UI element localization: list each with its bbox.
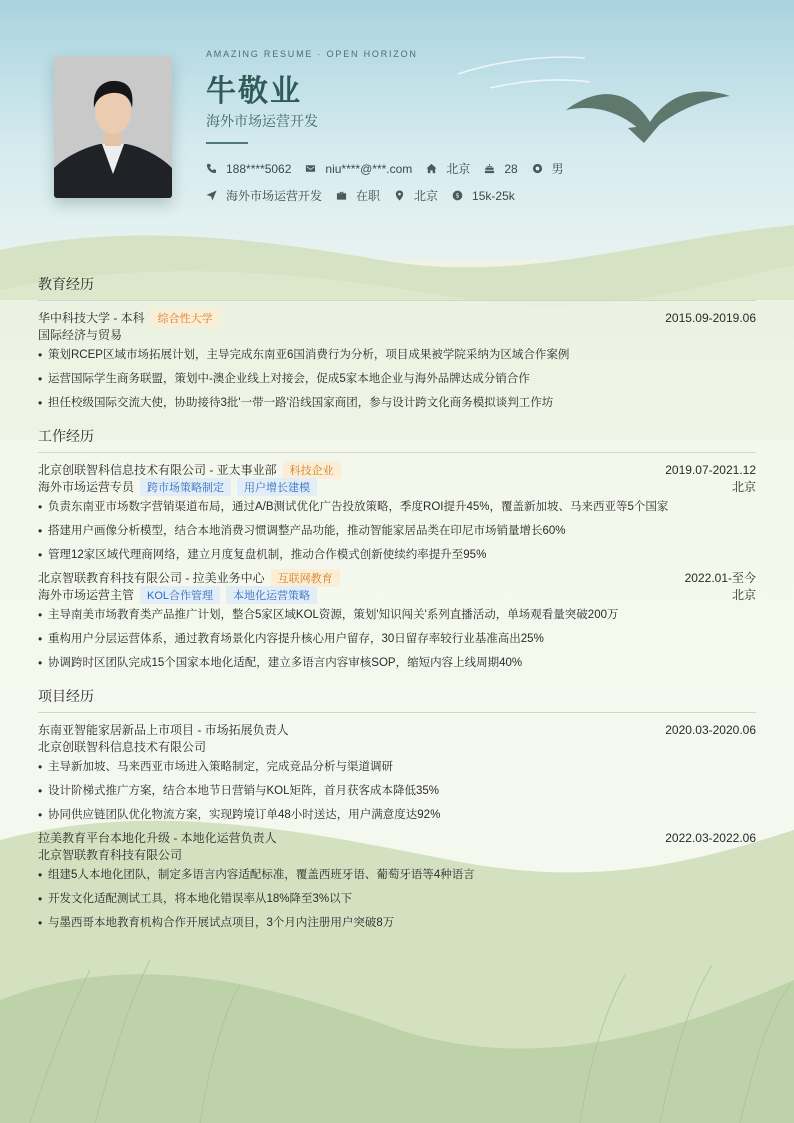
education-date: 2015.09-2019.06 bbox=[665, 310, 756, 325]
age-item bbox=[484, 162, 517, 176]
role-tag: 本地化运营策略 bbox=[226, 586, 317, 604]
work-role-row bbox=[38, 586, 756, 603]
work-date: 2022.01-至今 bbox=[684, 571, 756, 585]
project-name: 拉美教育平台本地化升级 - 本地化运营负责人 bbox=[38, 831, 277, 845]
work-bullets bbox=[38, 603, 756, 675]
project-date: 2020.03-2020.06 bbox=[665, 722, 756, 737]
education-bullets bbox=[38, 343, 756, 415]
phone-text: 188****5062 bbox=[226, 161, 292, 176]
work-bullets bbox=[38, 495, 756, 567]
company-tag: 科技企业 bbox=[283, 461, 341, 479]
education-section bbox=[38, 274, 756, 415]
intent-city-text: 北京 bbox=[414, 189, 439, 203]
mail-icon bbox=[305, 163, 316, 174]
gender-item bbox=[532, 160, 564, 177]
send-icon bbox=[206, 190, 217, 201]
company-name: 北京创联智科信息技术有限公司 - 亚太事业部 bbox=[38, 462, 277, 477]
project-bullets bbox=[38, 863, 756, 935]
list-item: • 设计阶梯式推广方案，结合本地节日营销与KOL矩阵，首月获客成本降低35% bbox=[38, 779, 756, 803]
list-item: • 协调跨时区团队完成15个国家本地化适配，建立多语言内容审核SOP，缩短内容上线周期40% bbox=[38, 651, 756, 675]
work-role-row bbox=[38, 478, 756, 495]
location-icon bbox=[394, 190, 405, 201]
project-date: 2022.03-2022.06 bbox=[665, 830, 756, 845]
work-title: 工作经历 bbox=[38, 426, 756, 453]
projects-section bbox=[38, 686, 756, 935]
role-tag: 用户增长建模 bbox=[237, 478, 317, 496]
candidate-name: 牛敬业 bbox=[206, 75, 302, 108]
list-item: • 开发文化适配测试工具，将本地化错误率从18%降至3%以下 bbox=[38, 887, 756, 911]
company-tag: 互联网教育 bbox=[271, 569, 340, 587]
project-entry-head bbox=[38, 721, 756, 738]
work-date: 2019.07-2021.12 bbox=[665, 462, 756, 477]
contact-row bbox=[206, 160, 578, 177]
company-name: 北京智联教育科技有限公司 - 拉美业务中心 bbox=[38, 570, 265, 585]
cake-icon bbox=[484, 163, 495, 174]
intent-position-text: 海外市场运营开发 bbox=[226, 189, 323, 203]
age-text: 28 bbox=[504, 161, 518, 176]
job-intent-row bbox=[206, 187, 529, 204]
list-item: • 协同供应链团队优化物流方案，实现跨境订单48小时送达，用户满意度达92% bbox=[38, 803, 756, 827]
project-entry-head bbox=[38, 829, 756, 846]
svg-text:$: $ bbox=[455, 191, 460, 200]
tagline: AMAZING RESUME · OPEN HORIZON bbox=[206, 49, 418, 59]
projects-title: 项目经历 bbox=[38, 686, 756, 713]
home-icon bbox=[426, 163, 437, 174]
school-tag: 综合性大学 bbox=[151, 309, 220, 327]
phone-icon bbox=[206, 163, 217, 174]
list-item: • 主导南美市场教育类产品推广计划，整合5家区域KOL资源，策划'知识闯关'系列直播活动，单场观看量突破200万 bbox=[38, 603, 756, 627]
work-city: 北京 bbox=[731, 588, 756, 602]
education-entry-head bbox=[38, 309, 756, 326]
gender-icon bbox=[532, 163, 543, 174]
status-item bbox=[336, 187, 380, 204]
briefcase-icon bbox=[336, 190, 347, 201]
email-item bbox=[305, 162, 412, 176]
major: 国际经济与贸易 bbox=[38, 328, 123, 342]
salary-item bbox=[452, 189, 515, 203]
education-title: 教育经历 bbox=[38, 274, 756, 301]
hometown-text: 北京 bbox=[446, 162, 471, 176]
profile-photo bbox=[54, 56, 172, 198]
list-item: • 担任校级国际交流大使，协助接待3批'一带一路'沿线国家商团，参与设计跨文化商务模拟谈判工作坊 bbox=[38, 391, 756, 415]
email-text: niu****@***.com bbox=[325, 161, 413, 176]
status-text: 在职 bbox=[356, 189, 381, 203]
school-name: 华中科技大学 - 本科 bbox=[38, 310, 145, 325]
list-item: • 管理12家区域代理商网络，建立月度复盘机制，推动合作模式创新使续约率提升至95% bbox=[38, 543, 756, 567]
list-item: • 负责东南亚市场数字营销渠道布局，通过A/B测试优化广告投放策略，季度ROI提升45%，覆盖新加坡、马来西亚等5个国家 bbox=[38, 495, 756, 519]
intent-position-item bbox=[206, 187, 322, 204]
salary-text: 15k-25k bbox=[472, 188, 515, 203]
list-item: • 与墨西哥本地教育机构合作开展试点项目，3个月内注册用户突破8万 bbox=[38, 911, 756, 935]
project-company-row bbox=[38, 846, 756, 863]
phone-item bbox=[206, 162, 291, 176]
work-entry-head bbox=[38, 461, 756, 478]
list-item: • 搭建用户画像分析模型，结合本地消费习惯调整产品功能，推动智能家居品类在印尼市场销量增长60% bbox=[38, 519, 756, 543]
project-company: 北京创联智科信息技术有限公司 bbox=[38, 740, 207, 754]
role-name: 海外市场运营主管 bbox=[38, 587, 135, 602]
list-item: • 策划RCEP区域市场拓展计划，主导完成东南亚6国消费行为分析，项目成果被学院采纳为区域合作案例 bbox=[38, 343, 756, 367]
target-position: 海外市场运营开发 bbox=[206, 113, 318, 129]
header-divider bbox=[206, 142, 248, 144]
education-major-row bbox=[38, 326, 756, 343]
hometown-item bbox=[426, 160, 470, 177]
work-entry-head bbox=[38, 569, 756, 586]
role-tag: 跨市场策略制定 bbox=[140, 478, 231, 496]
gender-text: 男 bbox=[551, 162, 564, 176]
list-item: • 重构用户分层运营体系，通过教育场景化内容提升核心用户留存，30日留存率较行业基准高出25% bbox=[38, 627, 756, 651]
money-icon bbox=[452, 190, 463, 201]
work-section bbox=[38, 426, 756, 675]
role-name: 海外市场运营专员 bbox=[38, 479, 135, 494]
intent-city-item bbox=[394, 187, 438, 204]
project-name: 东南亚智能家居新品上市项目 - 市场拓展负责人 bbox=[38, 723, 289, 737]
project-bullets bbox=[38, 755, 756, 827]
list-item: • 主导新加坡、马来西亚市场进入策略制定，完成竞品分析与渠道调研 bbox=[38, 755, 756, 779]
role-tag: KOL合作管理 bbox=[140, 586, 220, 604]
list-item: • 组建5人本地化团队，制定多语言内容适配标准，覆盖西班牙语、葡萄牙语等4种语言 bbox=[38, 863, 756, 887]
project-company: 北京智联教育科技有限公司 bbox=[38, 848, 183, 862]
list-item: • 运营国际学生商务联盟，策划中-澳企业线上对接会，促成5家本地企业与海外品牌达成分销合作 bbox=[38, 367, 756, 391]
work-city: 北京 bbox=[731, 480, 756, 494]
project-company-row bbox=[38, 738, 756, 755]
